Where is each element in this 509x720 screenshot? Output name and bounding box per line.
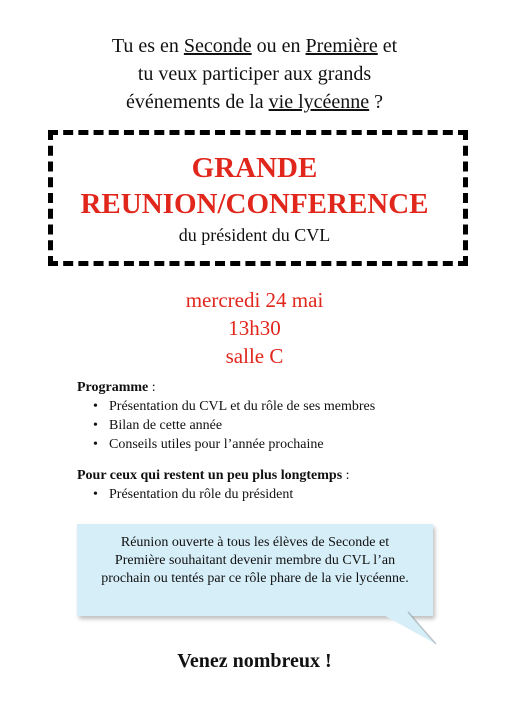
intro-text-part: ? — [369, 91, 384, 113]
event-time: 13h30 — [228, 316, 281, 340]
list-item: • Bilan de cette année — [99, 416, 477, 435]
program-section — [77, 378, 477, 504]
intro-line-3 — [0, 88, 509, 116]
intro-text-part: ou en — [251, 35, 306, 57]
speech-bubble: Réunion ouverte à tous les élèves de Seconde et Première souhaitant devenir membre du CVL l’an prochain ou tentés par ce rôle phare de la vie lycéenne. — [77, 524, 433, 616]
event-title — [0, 150, 509, 222]
title-line-1: GRANDE — [191, 152, 318, 184]
list-item: • Conseils utiles pour l’année prochaine — [99, 435, 477, 454]
intro-underlined-seconde: Seconde — [183, 35, 252, 57]
intro-underlined-vie-lyceenne: vie lycéenne — [268, 91, 370, 113]
program-heading — [77, 378, 477, 397]
event-subtitle: du président du CVL — [178, 225, 331, 245]
intro-text-part: et — [377, 35, 398, 57]
intro-line-2: tu veux participer aux grands — [137, 63, 372, 85]
intro-text — [0, 32, 509, 116]
intro-underlined-premiere: Première — [305, 35, 378, 57]
extra-heading — [77, 466, 477, 485]
extra-heading-label: Pour ceux qui restent un peu plus longtemps — [77, 468, 343, 483]
intro-line-1 — [0, 32, 509, 60]
title-line-2: REUNION/CONFERENCE — [80, 188, 429, 220]
program-heading-label: Programme — [77, 380, 149, 395]
program-list — [77, 397, 477, 454]
intro-text-part: événements de la — [125, 91, 269, 113]
closing-call: Venez nombreux ! — [177, 650, 332, 672]
extra-list — [77, 485, 477, 504]
intro-text-part: Tu es en — [111, 35, 184, 57]
extra-heading-suffix: : — [342, 468, 350, 483]
list-item: • Présentation du CVL et du rôle de ses membres — [99, 397, 477, 416]
event-room: salle C — [225, 344, 284, 368]
event-date: mercredi 24 mai — [185, 288, 324, 312]
list-item: • Présentation du rôle du président — [99, 485, 477, 504]
program-heading-suffix: : — [148, 380, 156, 395]
speech-bubble-tail — [378, 612, 438, 646]
event-details — [0, 286, 509, 370]
